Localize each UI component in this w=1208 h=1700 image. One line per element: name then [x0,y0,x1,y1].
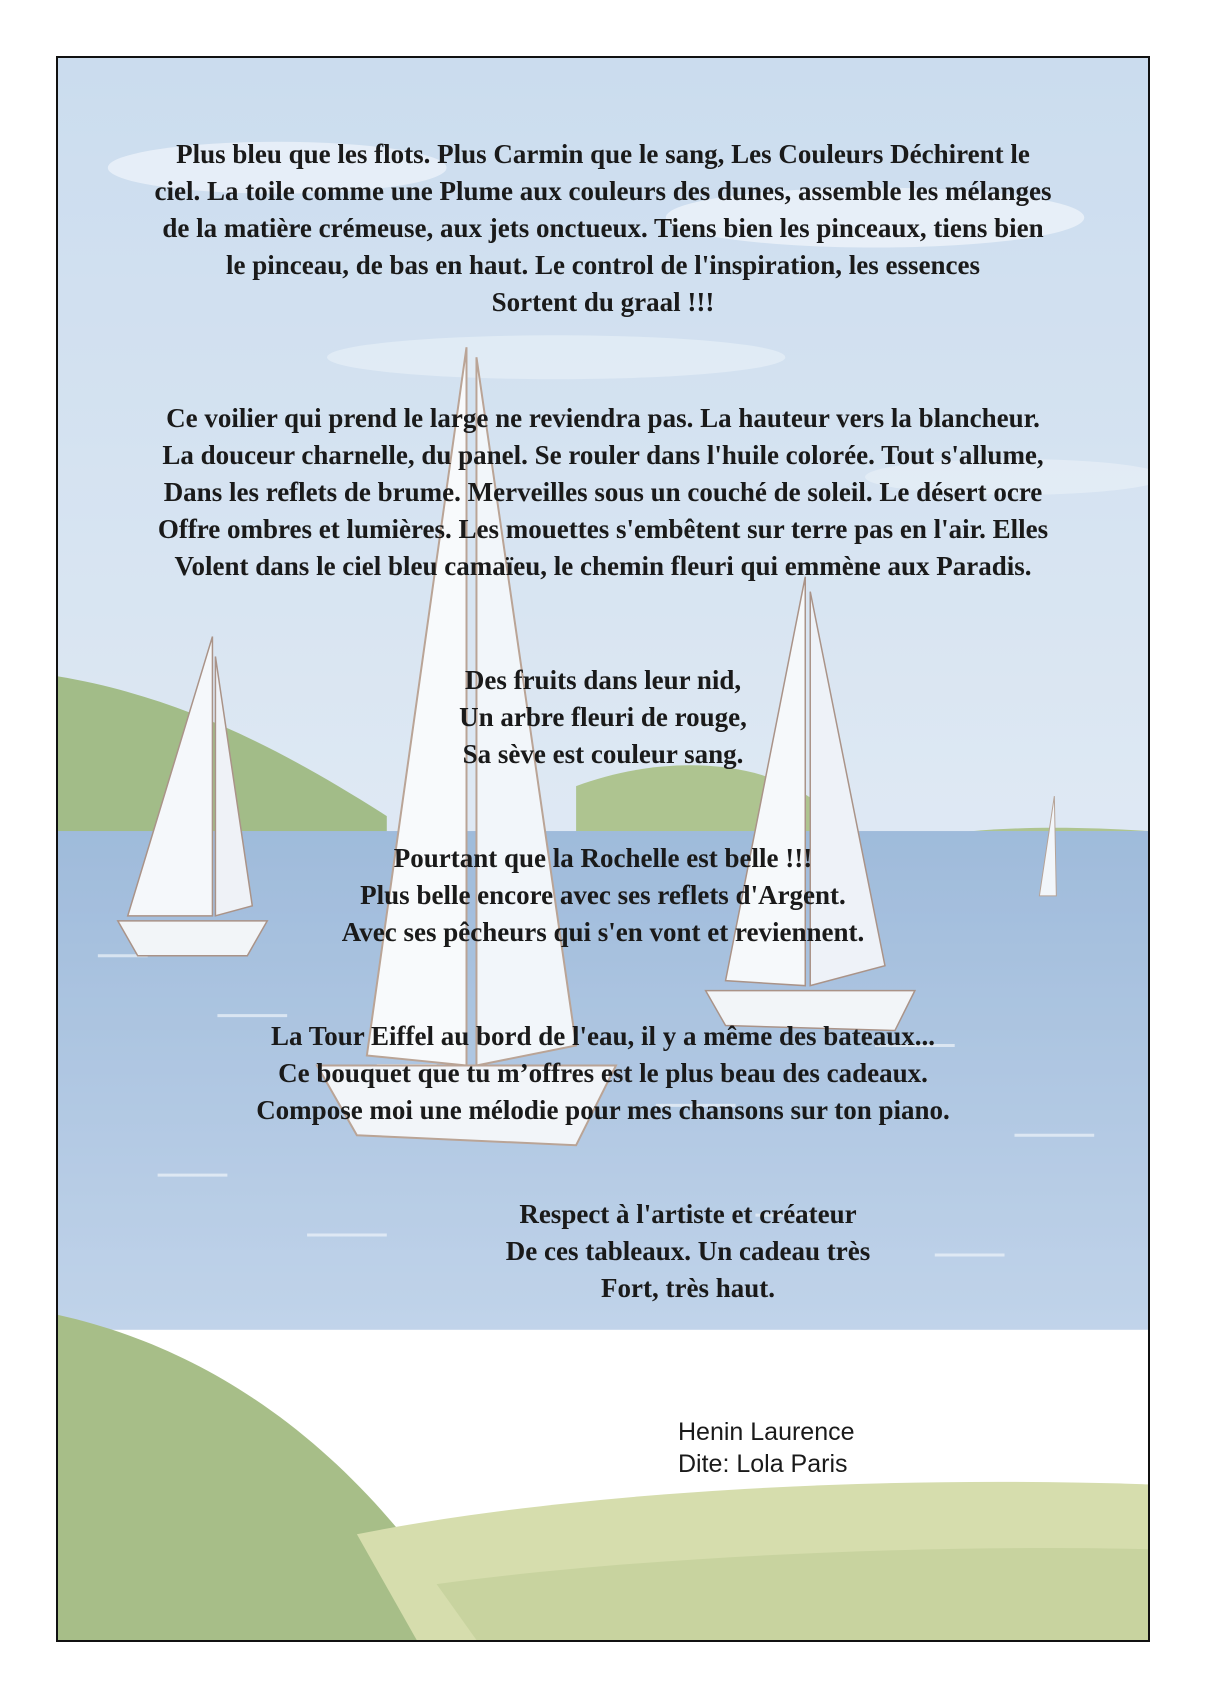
stanza-line: Des fruits dans leur nid, [464,665,742,695]
stanza-1 [58,136,1148,321]
author-name: Henin Laurence [678,1418,855,1446]
stanza-line: Sa sève est couleur sang. [462,739,744,769]
signature [678,1416,855,1480]
stanza-line: Compose moi une mélodie pour mes chansons sur ton piano. [256,1095,950,1125]
stanza-line: Fort, très haut. [601,1273,775,1303]
stanza-line: Respect à l'artiste et créateur [519,1199,857,1229]
stanza-line: Plus bleu que les flots. Plus Carmin que le sang, Les Couleurs Déchirent le [176,139,1030,169]
stanza-line: le pinceau, de bas en haut. Le control de l'inspiration, les essences [225,250,981,280]
stanza-line: Sortent du graal !!! [491,287,715,317]
stanza-line: Avec ses pêcheurs qui s'en vont et reviennent. [341,917,865,947]
stanza-line: Ce bouquet que tu m’offres est le plus beau des cadeaux. [278,1058,928,1088]
stanza-5 [58,1018,1148,1129]
page-frame [56,56,1150,1642]
stanza-4 [58,840,1148,951]
stanza-line: De ces tableaux. Un cadeau très [505,1236,871,1266]
stanza-2 [58,400,1148,585]
stanza-line: Pourtant que la Rochelle est belle !!! [393,843,813,873]
stanza-line: ciel. La toile comme une Plume aux couleurs des dunes, assemble les mélanges [154,176,1052,206]
stanza-6 [478,1196,898,1307]
stanza-line: Un arbre fleuri de rouge, [459,702,747,732]
stanza-line: Dans les reflets de brume. Merveilles sous un couché de soleil. Le désert ocre [163,477,1043,507]
stanza-line: Ce voilier qui prend le large ne reviendra pas. La hauteur vers la blancheur. [166,403,1040,433]
stanza-line: Offre ombres et lumières. Les mouettes s'embêtent sur terre pas en l'air. Elles [157,514,1049,544]
stanza-3 [58,662,1148,773]
stanza-line: Volent dans le ciel bleu camaïeu, le chemin fleuri qui emmène aux Paradis. [174,551,1032,581]
stanza-line: La Tour Eiffel au bord de l'eau, il y a même des bateaux... [270,1021,936,1051]
stanza-line: de la matière crémeuse, aux jets onctueux. Tiens bien les pinceaux, tiens bien [162,213,1044,243]
stanza-line: La douceur charnelle, du panel. Se rouler dans l'huile colorée. Tout s'allume, [162,440,1044,470]
author-alias: Dite: Lola Paris [678,1450,848,1478]
stanza-line: Plus belle encore avec ses reflets d'Argent. [360,880,846,910]
